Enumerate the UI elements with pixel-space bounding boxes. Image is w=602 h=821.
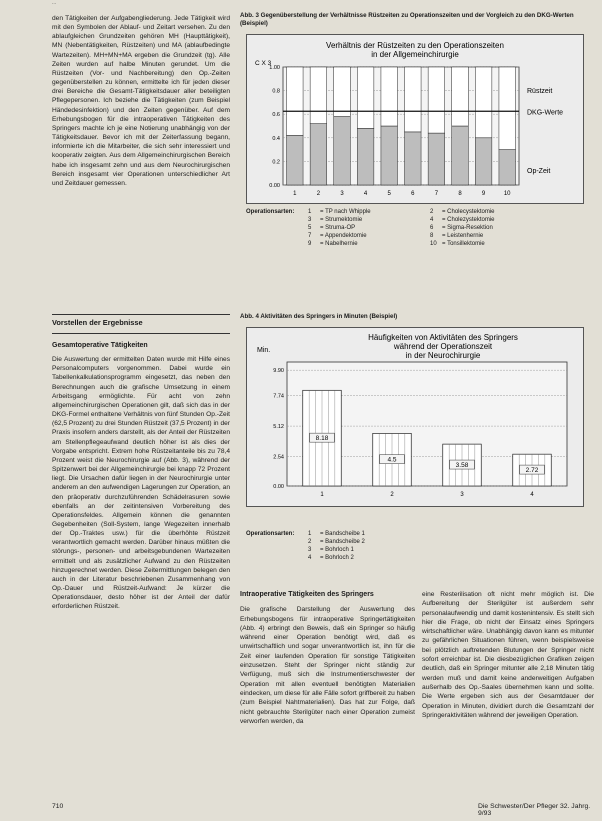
chart-3-bar-op <box>287 135 304 185</box>
legend-3-cell: = Strumektomie <box>320 217 363 223</box>
chart-3-ytick: 0.2 <box>272 159 280 166</box>
legend-3-cell: = Appendektomie <box>320 233 367 239</box>
chart-3-annotation-dkg: DKG-Werte <box>527 109 564 117</box>
chart-3-ytick: 0.4 <box>272 135 280 142</box>
chart-4-ytick: 2.54 <box>273 454 284 461</box>
chart-3-bar-ruest <box>405 67 422 132</box>
legend-3-row <box>308 208 586 216</box>
chart-3-bar-ruest <box>310 67 327 124</box>
figure-4-caption: Abb. 4 Aktivitäten des Springers in Minuten (Beispiel) <box>240 313 398 320</box>
chart-3-xtick: 10 <box>503 191 511 197</box>
chart-3-title-line: Verhältnis der Rüstzeiten zu den Operationszeiten <box>326 41 504 50</box>
legend-4-label: Operationsarten: <box>246 531 295 537</box>
left-bottom-paragraph: Die Auswertung der ermittelten Daten wurde mit Hilfe eines Personalcomputers vorgenommen. Dabei wurde ein Tabellenkalkulationsprogramm eingesetzt, das neben den Berechnungen auch die grafische Umsetzung in einem Arbeitsgang ermöglichte. Für acht von zehn allgemeinchirurgischen Operationen gilt, daß sich das in der DKG-Formel enthaltene Verhältnis von fünf Stunden Op.-Zeit (62,5 Prozent) zu drei Stunden Rüstzeit (37,5 Prozent) in der Praxis insofern anders darstellt, als der Anteil der Rüstzeiten am Stellenpflegeaufwand deutlich höher ist als dies der Vorgabe entspricht. Extrem hohe Rüstzeitanteile bis zu 78,4 Prozent weist die Neurochirurgie auf (Abb. 3), während der Spitzenwert bei der Allgemeinchirurgie bei knapp 72 Prozent liegt. Die Ursachen dafür liegen in der Neurochirurgie unter anderem an den aufwendigen Lagerungen zur Operation, an den präoperativ durchzuführenden Schädelrasuren sowie ebenfalls an der zeitintensiven Vorbereitung des Operationsfeldes. Allgemein können die genannten Gegebenheiten (Soll-System, lange Wegezeiten innerhalb der Op.-Traktes usw.) für die überhöhte Rüstzeit verantwortlich gemacht werden. Darüber hinaus müßten die störungs-, personen- und arbeitsgebundenen Wartezeiten ermittelt und als zusätzlicher Aufwand zu den Rüstzeiten hinzugerechnet werden. Diese Zeitermittlungen belegen den auch in der Literatur beschriebenen Zusammenhang von Op.-Dauer und Rüstzeit-Aufwand: Je kürzer die Operationsdauer, desto höher ist der Anteil der dafür erforderlichen Rüstzeit. <box>52 356 230 611</box>
chart-3-ytick: 0.6 <box>272 112 280 119</box>
legend-4-cell: 1 <box>308 531 312 537</box>
legend-3-cell: 1 <box>308 209 312 215</box>
chart-4-data-label: 3.58 <box>455 462 469 470</box>
legend-3-cell: 5 <box>308 225 312 231</box>
legend-3-label: Operationsarten: <box>246 209 295 215</box>
legend-3-cell: = Cholecystektomie <box>442 209 495 215</box>
chart-3-xtick: 8 <box>458 191 462 197</box>
chart-3-bar-ruest <box>357 67 374 128</box>
middle-column <box>240 590 415 726</box>
section-heading: Vorstellen der Ergebnisse <box>52 318 143 327</box>
chart-3-bar-op <box>381 126 398 185</box>
chart-3-bar-ruest <box>499 67 516 150</box>
figure-3-legend <box>246 208 586 248</box>
chart-4-xtick: 3 <box>460 492 464 498</box>
figure-4-chart <box>246 327 584 507</box>
chart-3-bar-ruest <box>381 67 398 126</box>
legend-3-cell: 8 <box>430 233 434 239</box>
journal-footer: Die Schwester/Der Pfleger 32. Jahrg. 9/93 <box>478 803 591 817</box>
legend-3-cell: = Leistenhernie <box>442 233 484 239</box>
legend-4-cell: 4 <box>308 555 312 561</box>
page-header-snippet: ... <box>52 0 57 6</box>
chart-3-xtick: 5 <box>387 191 391 197</box>
legend-3-cell: = Struma-OP <box>320 225 356 231</box>
legend-4-cell: = Bandscheibe 2 <box>320 539 365 545</box>
chart-4-title-line: Häufigkeiten von Aktivitäten des Springers <box>368 333 518 342</box>
chart-3-xtick: 1 <box>293 191 297 197</box>
chart-3-xtick: 4 <box>363 191 368 197</box>
legend-4-row <box>308 546 446 554</box>
legend-3-cell: = Sigma-Resektion <box>442 225 493 231</box>
results-section <box>52 318 230 327</box>
chart-3-bar-op <box>475 138 492 185</box>
legend-4-cell: = Bandscheibe 1 <box>320 531 365 537</box>
legend-4-row <box>308 538 446 546</box>
legend-4-cell: 2 <box>308 539 312 545</box>
chart-3-bar-op <box>405 132 422 185</box>
legend-3-cell: = TP nach Whipple <box>320 209 371 215</box>
legend-3-cell: 9 <box>308 241 312 247</box>
legend-4-list <box>308 530 446 562</box>
right-paragraph: eine Resterilisation oft nicht mehr möglich ist. Die Aufbereitung der Sterilgüter ist außerdem sehr personalaufwendig und damit kostenintensiv. Es stellt sich hier die Frage, ob nicht der Einsatz eines Springers wirtschaftlicher wäre. Unabhängig davon kann es mitunter zu gefährlichen Situationen führen, wenn beispielsweise bei plötzlich auftretenden Blutungen der Springer nicht sofort erreichbar ist. Die diesbezüglichen Grafiken zeigen deutlich, daß ein Springer mitunter alle 2,18 Minuten tätig werden muß und damit keine anderweitigen Aufgaben außerhalb des Op.-Saales übernehmen kann und sollte. Die Werte ergeben sich aus der Gesamtdauer der Operation in Minuten, dividiert durch die Gesamtzahl der Springeraktivitäten während der jeweiligen Operation. <box>422 591 594 719</box>
chart-4-ytick: 0.00 <box>273 484 284 490</box>
legend-3-cell: 2 <box>430 209 434 215</box>
chart-3-annotation-op: Op-Zeit <box>527 168 551 175</box>
legend-3-cell: = Nabelhernie <box>320 241 358 247</box>
legend-3-cell: 10 <box>430 241 437 247</box>
chart-3-bar-ruest <box>287 67 304 135</box>
chart-3-ytick: 0.8 <box>272 88 280 95</box>
legend-3-row <box>308 240 586 248</box>
chart-3-xtick: 3 <box>340 191 344 197</box>
figure-4-legend <box>246 530 446 562</box>
chart-4-ytick: 9.90 <box>273 368 284 375</box>
chart-3-bar-ruest <box>452 67 469 126</box>
middle-paragraph: Die grafische Darstellung der Auswertung des Erhebungsbogens für intraoperative Springertätigkeiten (Abb. 4) erbringt den Beweis, daß ein Springer so häufig während einer Operation benötigt wird, daß es unwirtschaftlich und sogar unverantwortlich ist, ihn für die Zeit einer laufenden Operation für sonstige Tätigkeiten einzusetzen. Steht der Springer nicht ständig zur Verfügung, muß sich die Instrumentierschwester der Operation mit allen eventuell benötigten Materialien eindecken, um diese für alle Fälle sofort griffbereit zu haben (zum Beispiel Nahtmaterialien). Das hat zur Folge, daß nicht gebrauchte Sterilgüter nach einer Operation zumeist verworfen werden, da <box>240 606 415 725</box>
chart-3-svg <box>247 35 583 203</box>
chart-3-xtick: 2 <box>316 191 321 197</box>
chart-3-ytick: 0.00 <box>269 183 280 189</box>
legend-3-row <box>308 216 586 224</box>
legend-3-cell: = Cholezystektomie <box>442 217 495 223</box>
chart-3-title-line: in der Allgemeinchirurgie <box>371 50 459 59</box>
chart-4-title-line: während der Operationszeit <box>393 342 493 351</box>
chart-4-xtick: 2 <box>390 492 394 498</box>
chart-3-xtick: 6 <box>411 191 415 197</box>
chart-4-svg <box>247 328 583 506</box>
chart-3-bar-op <box>357 128 374 185</box>
chart-4-data-label: 4.5 <box>387 456 397 464</box>
chart-3-ylabel: C X 3 <box>255 60 272 67</box>
legend-3-list <box>308 208 586 248</box>
legend-4-row <box>308 530 446 538</box>
legend-3-row <box>308 224 586 232</box>
chart-3-bar-ruest <box>334 67 351 117</box>
chart-4-data-label: 2.72 <box>525 467 539 475</box>
chart-3-xtick: 9 <box>481 191 486 197</box>
legend-4-cell: = Bohrloch 2 <box>320 555 354 561</box>
chart-3-bar-op <box>428 133 445 185</box>
legend-3-row <box>308 232 586 240</box>
chart-4-ytick: 5.12 <box>273 424 284 431</box>
section-divider-top <box>52 314 230 315</box>
legend-3-cell: = Tonsillektomie <box>442 241 485 247</box>
chart-4-xtick: 1 <box>320 492 324 498</box>
left-top-paragraph: den Tätigkeiten der Aufgabengliederung. Jede Tätigkeit wird mit den Symbolen der Ablauf- und Zeitart versehen. Zu den ablaufgleichen Grundzeiten gehören MH (Haupttätigkeit), MN (Nebentätigkeiten, Rüstzeiten) und MA (ablaufbedingte Wartezeiten). MH+MN+MA ergeben die Grundzeit (tg). Alle Zeiten wurden auf halbe Minuten gerundet. Um die Rüstzeiten (Vor- und Nachbereitung) den Op.-Zeiten gegenüberstellen zu können, ermittelte ich für jeden dieser drei Bereiche die Gesamt-Tätigkeitsdauer aller beteiligten Pflegepersonen. Ich beziehe die Tätigkeiten (zum Beispiel Händedesinfektion) und den Zeiten gegenüber. Auf dem Erhebungsbogen für die intraoperativen Tätigkeiten des Springers machte ich je eine Notierung unabhängig von der Tätigkeitsdauer. Bevor ich mit der Zeiterfassung begann, informierte ich die Mitarbeiter, die sich sehr interessiert und kooperativ zeigten. Aus dem Allgemeinchirurgischen Bereich habe ich insgesamt zehn und aus dem Neurochirurgischen Bereich insgesamt vier Operationen unterschiedlicher Art und Zeitdauer gemessen. <box>52 15 230 187</box>
chart-4-ylabel: Min. <box>257 347 271 354</box>
legend-3-cell: 3 <box>308 217 312 223</box>
sub-heading: Gesamtoperative Tätigkeiten <box>52 342 148 349</box>
chart-3-bar-ruest <box>428 67 445 133</box>
legend-3-cell: 6 <box>430 225 434 231</box>
chart-3-xtick: 7 <box>434 191 439 197</box>
right-column <box>422 590 594 720</box>
chart-3-bar-op <box>310 124 327 185</box>
chart-3-ytick: 1.00 <box>269 65 280 71</box>
chart-3-bar-op <box>452 126 469 185</box>
chart-4-title-line: in der Neurochirurgie <box>405 351 481 360</box>
chart-3-bar-op <box>499 150 516 185</box>
legend-3-cell: 7 <box>308 233 312 239</box>
legend-4-cell: = Bohrloch 1 <box>320 547 354 553</box>
legend-3-cell: 4 <box>430 217 434 223</box>
figure-3-chart <box>246 34 584 204</box>
figure-3-caption: Abb. 3 Gegenüberstellung der Verhältnisse Rüstzeiten zu Operationszeiten und der Vorgleich zu den DKG-Werten (Beispiel) <box>240 12 574 27</box>
legend-4-cell: 3 <box>308 547 312 553</box>
intraop-heading: Intraoperative Tätigkeiten des Springers <box>240 591 374 598</box>
chart-3-annotation-ruest: Rüstzeit <box>527 88 553 95</box>
legend-4-row <box>308 554 446 562</box>
left-bottom-column <box>52 341 230 612</box>
chart-4-data-label: 8.18 <box>315 435 329 443</box>
chart-3-bar-ruest <box>475 67 492 138</box>
chart-3-bar-op <box>334 117 351 185</box>
page-number: 710 <box>52 803 64 810</box>
section-divider-bottom <box>52 333 230 334</box>
left-column <box>52 14 230 188</box>
chart-4-xtick: 4 <box>530 492 534 498</box>
chart-4-ytick: 7.74 <box>273 393 284 400</box>
